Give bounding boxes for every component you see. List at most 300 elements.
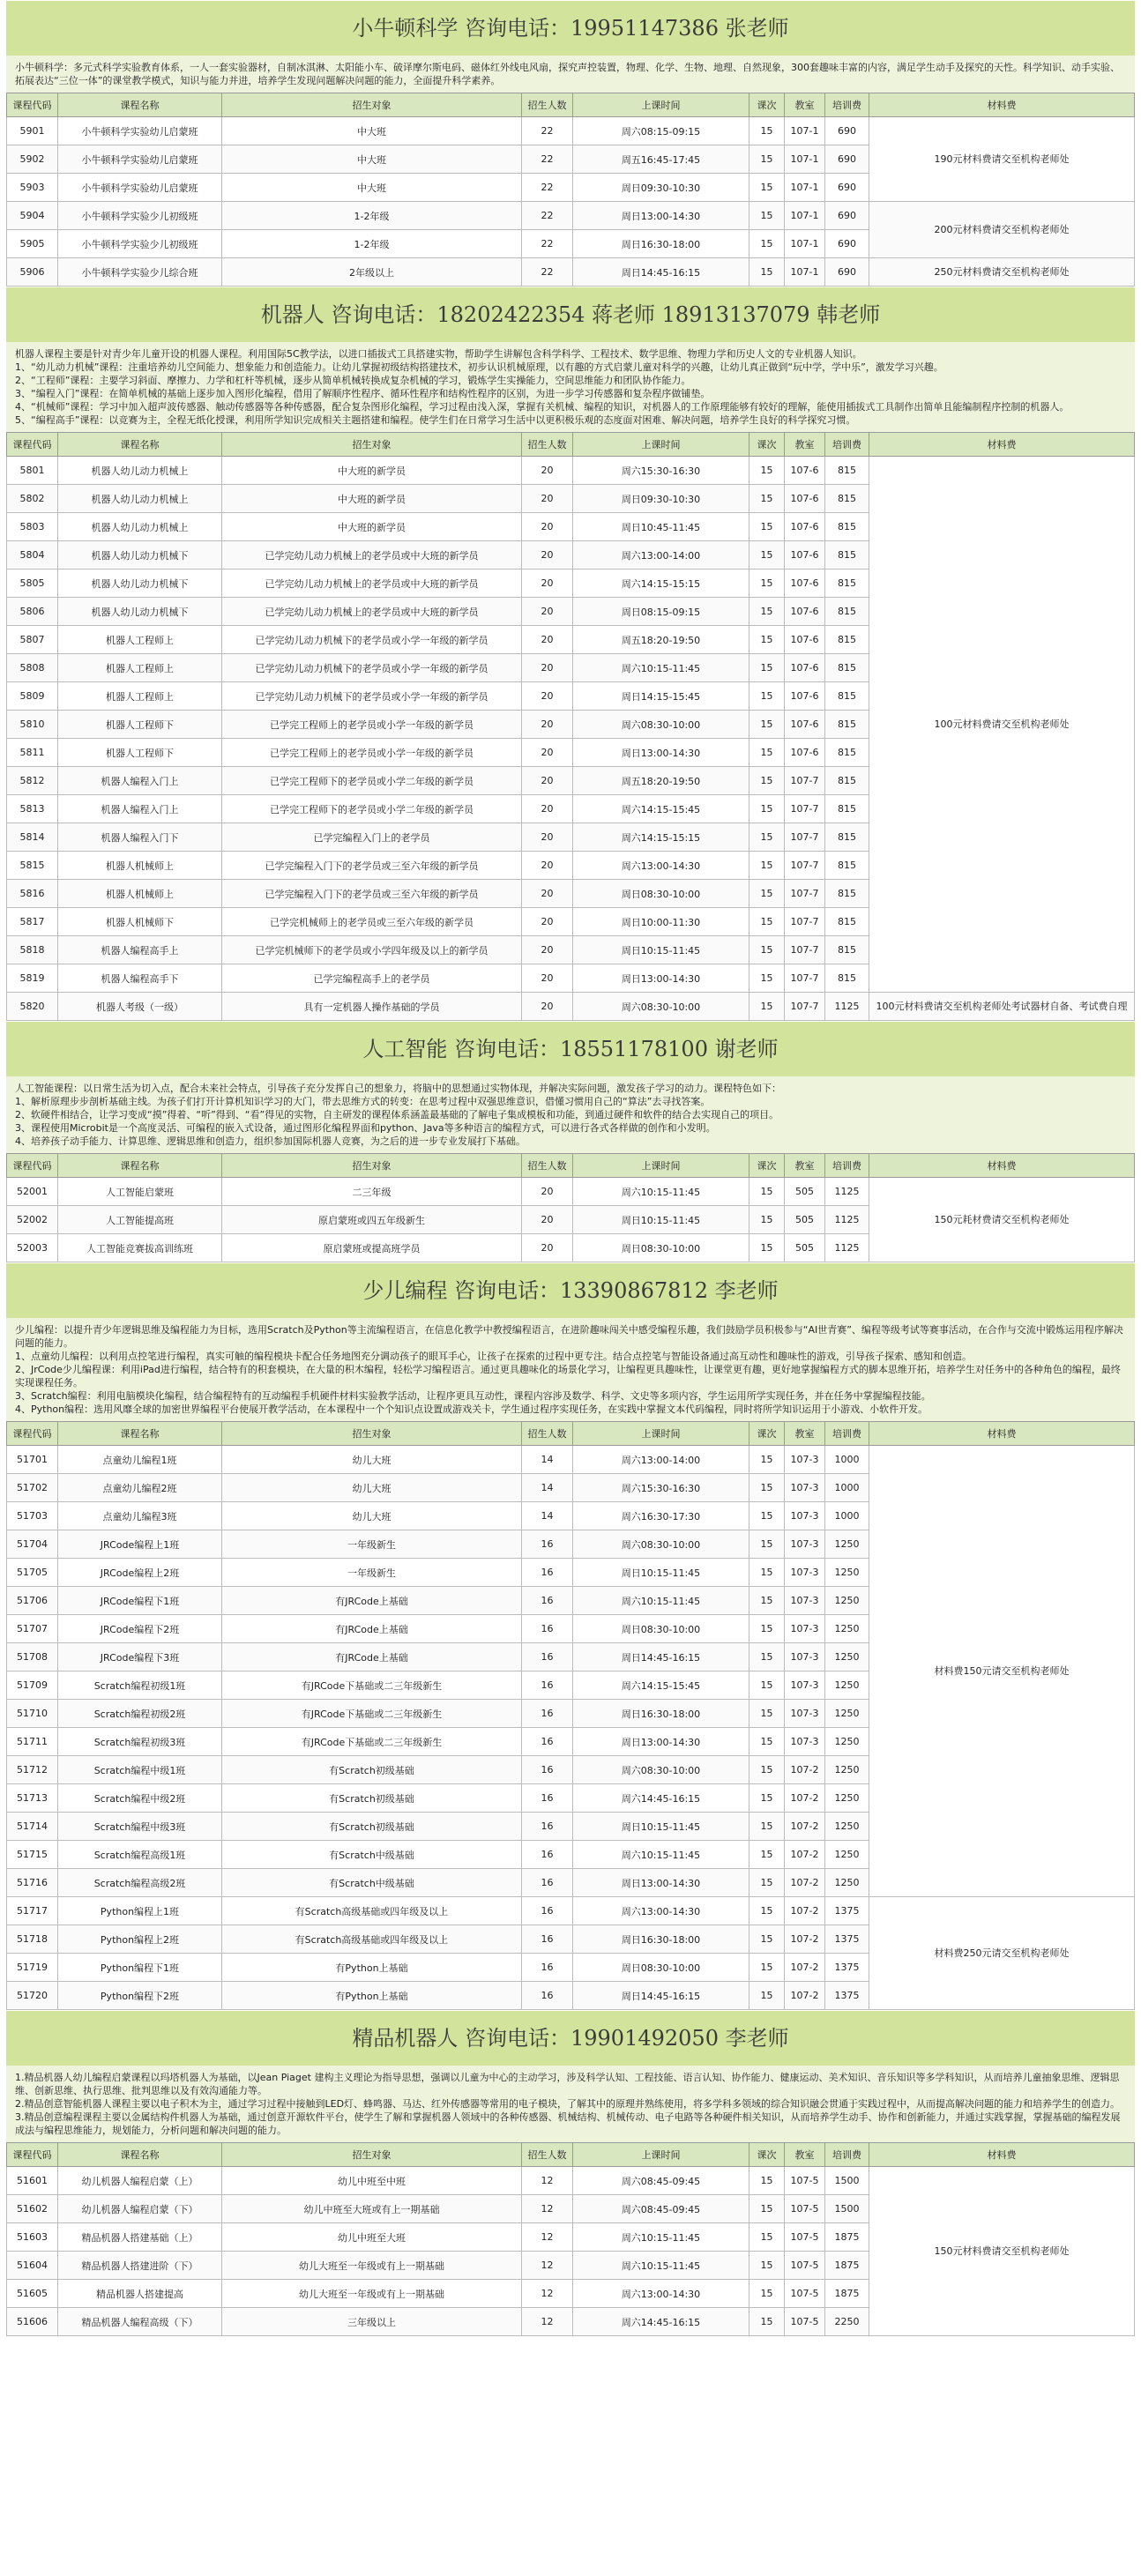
- table-cell: 20: [522, 654, 573, 682]
- table-cell: 周日10:15-11:45: [573, 1206, 749, 1234]
- table-cell: 中大班: [222, 117, 522, 145]
- table-cell: 已学完编程入门上的老学员: [222, 823, 522, 852]
- table-cell: 107-5: [785, 2280, 825, 2308]
- table-cell: 107-7: [785, 964, 825, 993]
- table-cell: 14: [522, 1502, 573, 1530]
- table-cell: 中大班的新学员: [222, 513, 522, 541]
- table-cell: 15: [749, 457, 785, 485]
- course-table: [6, 1421, 1135, 2010]
- table-cell: 机器人工程师上: [58, 654, 222, 682]
- table-cell: 已学完工程师下的老学员或小学二年级的新学员: [222, 767, 522, 795]
- table-cell: 有Scratch初级基础: [222, 1813, 522, 1841]
- table-cell: 已学完幼儿动力机械上的老学员或中大班的新学员: [222, 541, 522, 570]
- table-cell: 1250: [825, 1615, 869, 1643]
- table-cell: 15: [749, 1502, 785, 1530]
- table-cell: 15: [749, 1474, 785, 1502]
- table-cell: 15: [749, 908, 785, 936]
- table-cell: 15: [749, 823, 785, 852]
- table-cell: 5803: [7, 513, 58, 541]
- table-cell: 107-5: [785, 2167, 825, 2195]
- table-cell: JRCode编程下1班: [58, 1587, 222, 1615]
- table-cell: JRCode编程上2班: [58, 1559, 222, 1587]
- table-cell: Scratch编程中级1班: [58, 1756, 222, 1784]
- table-cell: 已学完幼儿动力机械下的老学员或小学一年级的新学员: [222, 682, 522, 711]
- table-cell: 20: [522, 541, 573, 570]
- table-cell: 机器人编程入门下: [58, 823, 222, 852]
- table-cell: 20: [522, 1206, 573, 1234]
- table-cell: 815: [825, 682, 869, 711]
- table-cell: 周六10:15-11:45: [573, 1178, 749, 1206]
- table-cell: Scratch编程初级3班: [58, 1728, 222, 1756]
- table-cell: 15: [749, 2195, 785, 2223]
- table-cell: 16: [522, 1728, 573, 1756]
- table-cell: 1000: [825, 1474, 869, 1502]
- table-cell: 一年级新生: [222, 1559, 522, 1587]
- table-cell: 机器人幼儿动力机械上: [58, 485, 222, 513]
- table-cell: 2250: [825, 2308, 869, 2336]
- table-cell: 16: [522, 1615, 573, 1643]
- column-header: 教室: [785, 93, 825, 117]
- table-cell: 815: [825, 570, 869, 598]
- column-header: 上课时间: [573, 93, 749, 117]
- section-intro: 小牛顿科学：多元式科学实验教育体系，一人一套实验器材，自制冰淇淋、太阳能小车、破译摩尔斯电码、磁体红外线电风扇，探究声控装置，物理、化学、生物、地理、自然现象，300套趣味丰富的内容，满足学生动手及探究的天性。科学知识、动手实验、拓展表达“三位一体”的课堂教学模式，知识与能力并进，培养学生发现问题解决问题的能力，全面提升科学素养。: [6, 56, 1135, 93]
- table-cell: 机器人工程师下: [58, 711, 222, 739]
- material-fee-cell: 150元材料费请交至机构老师处: [869, 2167, 1135, 2336]
- material-fee-cell: 190元材料费请交至机构老师处: [869, 117, 1135, 202]
- table-cell: 三年级以上: [222, 2308, 522, 2336]
- table-cell: JRCode编程上1班: [58, 1530, 222, 1559]
- table-cell: 505: [785, 1178, 825, 1206]
- table-cell: 周日08:30-10:00: [573, 1615, 749, 1643]
- table-cell: 15: [749, 1178, 785, 1206]
- table-cell: 周日14:45-16:15: [573, 1643, 749, 1671]
- table-cell: 16: [522, 1671, 573, 1700]
- table-cell: 周日13:00-14:30: [573, 964, 749, 993]
- table-cell: 15: [749, 1841, 785, 1869]
- column-header: 培训费: [825, 2143, 869, 2167]
- table-cell: 幼儿大班至一年级或有上一期基础: [222, 2280, 522, 2308]
- table-cell: 20: [522, 1234, 573, 1262]
- table-row: [7, 1446, 1135, 1474]
- column-header: 材料费: [869, 1154, 1135, 1178]
- column-header: 招生人数: [522, 1154, 573, 1178]
- table-cell: 15: [749, 145, 785, 174]
- table-cell: 机器人幼儿动力机械下: [58, 598, 222, 626]
- table-cell: 1375: [825, 1897, 869, 1925]
- table-cell: 815: [825, 964, 869, 993]
- table-cell: 1375: [825, 1982, 869, 2010]
- table-cell: 107-3: [785, 1559, 825, 1587]
- table-cell: 1250: [825, 1700, 869, 1728]
- column-header: 课程代码: [7, 93, 58, 117]
- table-cell: 16: [522, 1925, 573, 1954]
- column-header: 课次: [749, 93, 785, 117]
- table-cell: 16: [522, 1700, 573, 1728]
- column-header: 招生人数: [522, 2143, 573, 2167]
- table-cell: 周六13:00-14:00: [573, 1446, 749, 1474]
- table-cell: 精品机器人搭建基础（上）: [58, 2223, 222, 2252]
- table-cell: 周六10:15-11:45: [573, 654, 749, 682]
- table-cell: 1125: [825, 1234, 869, 1262]
- column-header: 课程名称: [58, 2143, 222, 2167]
- table-cell: 周日10:45-11:45: [573, 513, 749, 541]
- table-cell: 51716: [7, 1869, 58, 1897]
- table-cell: 15: [749, 1643, 785, 1671]
- material-fee-cell: 250元材料费请交至机构老师处: [869, 258, 1135, 287]
- table-cell: 20: [522, 739, 573, 767]
- table-cell: 107-3: [785, 1530, 825, 1559]
- table-cell: 16: [522, 1756, 573, 1784]
- table-cell: 精品机器人搭建提高: [58, 2280, 222, 2308]
- column-header: 培训费: [825, 93, 869, 117]
- table-cell: 815: [825, 880, 869, 908]
- table-cell: 107-7: [785, 823, 825, 852]
- table-cell: 1250: [825, 1784, 869, 1813]
- table-cell: 51717: [7, 1897, 58, 1925]
- table-cell: 505: [785, 1234, 825, 1262]
- table-cell: 107-7: [785, 936, 825, 964]
- table-cell: 机器人编程高手下: [58, 964, 222, 993]
- table-cell: 20: [522, 880, 573, 908]
- table-cell: 周六13:00-14:30: [573, 852, 749, 880]
- table-cell: 16: [522, 1559, 573, 1587]
- table-cell: 1500: [825, 2167, 869, 2195]
- table-cell: 5817: [7, 908, 58, 936]
- table-cell: 22: [522, 117, 573, 145]
- table-cell: 幼儿大班: [222, 1502, 522, 1530]
- table-cell: 点童幼儿编程1班: [58, 1446, 222, 1474]
- table-cell: 15: [749, 485, 785, 513]
- table-cell: Python编程上2班: [58, 1925, 222, 1954]
- table-cell: 周六13:00-14:30: [573, 2280, 749, 2308]
- table-cell: 人工智能提高班: [58, 1206, 222, 1234]
- column-header: 上课时间: [573, 2143, 749, 2167]
- table-cell: 107-2: [785, 1954, 825, 1982]
- table-cell: 690: [825, 145, 869, 174]
- table-cell: 51705: [7, 1559, 58, 1587]
- table-cell: 有Scratch中级基础: [222, 1869, 522, 1897]
- table-cell: 周五16:45-17:45: [573, 145, 749, 174]
- table-cell: 周六15:30-16:30: [573, 1474, 749, 1502]
- table-cell: 690: [825, 258, 869, 287]
- table-cell: 51704: [7, 1530, 58, 1559]
- table-cell: Python编程下2班: [58, 1982, 222, 2010]
- column-header: 课程代码: [7, 2143, 58, 2167]
- table-cell: 1250: [825, 1671, 869, 1700]
- table-row: [7, 457, 1135, 485]
- table-cell: 原启蒙班或四五年级新生: [222, 1206, 522, 1234]
- table-cell: 5812: [7, 767, 58, 795]
- table-cell: 15: [749, 1234, 785, 1262]
- column-header: 课程名称: [58, 93, 222, 117]
- table-cell: 22: [522, 258, 573, 287]
- table-cell: 15: [749, 654, 785, 682]
- column-header: 课程名称: [58, 1154, 222, 1178]
- table-cell: 周六10:15-11:45: [573, 2252, 749, 2280]
- table-cell: 1125: [825, 993, 869, 1021]
- table-cell: 5811: [7, 739, 58, 767]
- table-cell: 12: [522, 2223, 573, 2252]
- table-cell: 107-6: [785, 626, 825, 654]
- table-cell: 小牛顿科学实验少儿初级班: [58, 202, 222, 230]
- table-cell: 107-2: [785, 1982, 825, 2010]
- table-cell: 14: [522, 1446, 573, 1474]
- course-section: [6, 287, 1135, 1021]
- table-cell: Scratch编程初级1班: [58, 1671, 222, 1700]
- table-cell: 周日16:30-18:00: [573, 1925, 749, 1954]
- table-cell: 51710: [7, 1700, 58, 1728]
- table-cell: 5820: [7, 993, 58, 1021]
- table-cell: 周日10:15-11:45: [573, 1559, 749, 1587]
- table-cell: 周日10:15-11:45: [573, 1813, 749, 1841]
- table-cell: 22: [522, 230, 573, 258]
- table-cell: 107-3: [785, 1671, 825, 1700]
- column-header: 课程名称: [58, 433, 222, 457]
- table-cell: 15: [749, 795, 785, 823]
- table-cell: 20: [522, 1178, 573, 1206]
- table-cell: 周日10:00-11:30: [573, 908, 749, 936]
- table-cell: 小牛顿科学实验少儿综合班: [58, 258, 222, 287]
- table-cell: 5818: [7, 936, 58, 964]
- table-cell: 815: [825, 795, 869, 823]
- table-cell: 22: [522, 202, 573, 230]
- table-cell: Scratch编程中级2班: [58, 1784, 222, 1813]
- table-cell: 20: [522, 457, 573, 485]
- table-cell: 20: [522, 936, 573, 964]
- table-cell: 周六10:15-11:45: [573, 1587, 749, 1615]
- table-cell: 815: [825, 485, 869, 513]
- table-cell: 815: [825, 823, 869, 852]
- table-cell: 周日08:15-09:15: [573, 598, 749, 626]
- table-cell: 20: [522, 513, 573, 541]
- table-cell: 15: [749, 2308, 785, 2336]
- table-cell: 15: [749, 1587, 785, 1615]
- course-table: [6, 93, 1135, 287]
- table-cell: 1250: [825, 1813, 869, 1841]
- table-cell: 15: [749, 1813, 785, 1841]
- table-cell: 周日16:30-18:00: [573, 1700, 749, 1728]
- table-cell: 5807: [7, 626, 58, 654]
- column-header: 培训费: [825, 433, 869, 457]
- table-cell: 周五18:20-19:50: [573, 626, 749, 654]
- table-cell: 15: [749, 202, 785, 230]
- table-cell: Python编程下1班: [58, 1954, 222, 1982]
- table-cell: 精品机器人编程高级（下）: [58, 2308, 222, 2336]
- table-cell: 51606: [7, 2308, 58, 2336]
- table-cell: 815: [825, 654, 869, 682]
- table-cell: 107-3: [785, 1700, 825, 1728]
- table-cell: 幼儿大班: [222, 1446, 522, 1474]
- table-cell: 15: [749, 1784, 785, 1813]
- table-cell: 1-2年级: [222, 230, 522, 258]
- table-cell: 51708: [7, 1643, 58, 1671]
- table-cell: 815: [825, 936, 869, 964]
- table-cell: 1250: [825, 1841, 869, 1869]
- table-cell: 1250: [825, 1530, 869, 1559]
- course-section: [6, 1021, 1135, 1262]
- table-cell: 已学完工程师上的老学员或小学一年级的新学员: [222, 711, 522, 739]
- table-cell: 有Scratch初级基础: [222, 1756, 522, 1784]
- table-cell: 周六08:45-09:45: [573, 2195, 749, 2223]
- table-cell: 107-1: [785, 174, 825, 202]
- table-cell: 690: [825, 230, 869, 258]
- table-cell: 5810: [7, 711, 58, 739]
- table-cell: 15: [749, 230, 785, 258]
- table-cell: 12: [522, 2167, 573, 2195]
- table-cell: 16: [522, 1643, 573, 1671]
- table-cell: 107-1: [785, 117, 825, 145]
- table-cell: 20: [522, 682, 573, 711]
- table-row: [7, 2167, 1135, 2195]
- column-header: 材料费: [869, 93, 1135, 117]
- table-cell: 15: [749, 1671, 785, 1700]
- table-cell: 16: [522, 1869, 573, 1897]
- column-header: 材料费: [869, 1422, 1135, 1446]
- table-cell: 51702: [7, 1474, 58, 1502]
- table-cell: 15: [749, 541, 785, 570]
- table-cell: 12: [522, 2308, 573, 2336]
- table-cell: 中大班: [222, 174, 522, 202]
- table-cell: 107-7: [785, 795, 825, 823]
- table-cell: 107-2: [785, 1841, 825, 1869]
- table-cell: 1500: [825, 2195, 869, 2223]
- section-title: 机器人 咨询电话：18202422354 蒋老师 18913137079 韩老师: [6, 287, 1135, 342]
- column-header: 课次: [749, 2143, 785, 2167]
- table-cell: 107-6: [785, 654, 825, 682]
- material-fee-cell: 材料费150元请交至机构老师处: [869, 1446, 1135, 1897]
- table-cell: 5806: [7, 598, 58, 626]
- table-cell: 20: [522, 570, 573, 598]
- table-row: [7, 117, 1135, 145]
- table-cell: 107-2: [785, 1756, 825, 1784]
- table-cell: 1875: [825, 2280, 869, 2308]
- table-cell: 107-5: [785, 2308, 825, 2336]
- table-cell: 15: [749, 598, 785, 626]
- table-cell: 幼儿中班至大班: [222, 2223, 522, 2252]
- table-cell: 815: [825, 739, 869, 767]
- table-cell: 1125: [825, 1178, 869, 1206]
- table-cell: 107-3: [785, 1615, 825, 1643]
- column-header: 培训费: [825, 1154, 869, 1178]
- column-header: 招生人数: [522, 433, 573, 457]
- table-cell: 机器人编程入门上: [58, 767, 222, 795]
- table-cell: 周日13:00-14:30: [573, 202, 749, 230]
- course-section: [6, 1262, 1135, 2010]
- column-header: 教室: [785, 433, 825, 457]
- table-cell: 机器人幼儿动力机械上: [58, 513, 222, 541]
- table-cell: 51703: [7, 1502, 58, 1530]
- table-cell: 20: [522, 598, 573, 626]
- table-cell: 1250: [825, 1728, 869, 1756]
- table-cell: 15: [749, 1982, 785, 2010]
- table-cell: 5903: [7, 174, 58, 202]
- table-cell: 20: [522, 795, 573, 823]
- table-cell: 52001: [7, 1178, 58, 1206]
- table-cell: JRCode编程下2班: [58, 1615, 222, 1643]
- table-cell: 周日08:30-10:00: [573, 1954, 749, 1982]
- table-cell: 周六14:15-15:15: [573, 570, 749, 598]
- column-header: 课程代码: [7, 1154, 58, 1178]
- table-cell: 周六14:15-15:15: [573, 823, 749, 852]
- table-cell: 1250: [825, 1587, 869, 1615]
- table-cell: 16: [522, 1982, 573, 2010]
- column-header: 招生对象: [222, 1422, 522, 1446]
- section-intro: 少儿编程：以提升青少年逻辑思维及编程能力为目标，选用Scratch及Python等主流编程语言，在信息化教学中教授编程语言，在进阶趣味闯关中感受编程乐趣，我们鼓励学员积极参与“AI世青赛”、编程等级考试等赛事活动，在合作与交流中锻炼运用程序解决问题的能力。 1、点童幼儿编程：以利用点控笔进行编程，真实可触的编程模块卡配合任务地图充分调动孩子的眼耳手心，让孩子在探索的过程中更专注。结合点控笔与智能设备通过高互动性和趣味性的游戏，引导孩子探索、感知和创造。 2、JrCode少儿编程课：利用iPad进行编程，结合特有的积套模块，在大量的积木编程，轻松学习编程语言。通过更具趣味化的场景化学习，让编程更具趣味性，让课堂更有趣，更好地掌握编程方式的脚本思维开拓，培养学生对任务中的各种角色的编程，最终实现课程任务。 3、Scratch编程：利用电脑模块化编程，结合编程特有的互动编程手机硬件材料实验教学活动，让程序更具互动性，课程内容涉及数学、科学、文史等多项内容，学生运用所学实现任务，并在任务中掌握编程技能。 4、Python编程：选用风靡全球的加密世界编程平台使展开教学活动，在本课程中一个个知识点设置成游戏关卡，学生通过程序实现任务，在实践中掌握文本代码编程，同时将所学知识运用于小游戏、小软件开发。: [6, 1318, 1135, 1421]
- table-cell: 已学完工程师下的老学员或小学二年级的新学员: [222, 795, 522, 823]
- table-cell: 20: [522, 908, 573, 936]
- table-cell: 1250: [825, 1643, 869, 1671]
- table-cell: 精品机器人搭建进阶（下）: [58, 2252, 222, 2280]
- table-cell: 20: [522, 993, 573, 1021]
- table-cell: 15: [749, 1615, 785, 1643]
- table-cell: 周六08:30-10:00: [573, 1530, 749, 1559]
- table-cell: 有Python上基础: [222, 1982, 522, 2010]
- table-cell: JRCode编程下3班: [58, 1643, 222, 1671]
- table-cell: 机器人工程师上: [58, 682, 222, 711]
- table-cell: 5808: [7, 654, 58, 682]
- table-cell: 20: [522, 852, 573, 880]
- table-cell: 16: [522, 1954, 573, 1982]
- table-cell: 51603: [7, 2223, 58, 2252]
- table-cell: 有JRCode下基础或二三年级新生: [222, 1728, 522, 1756]
- column-header: 上课时间: [573, 433, 749, 457]
- table-cell: 1375: [825, 1954, 869, 1982]
- table-cell: 周六14:45-16:15: [573, 1784, 749, 1813]
- table-cell: 小牛顿科学实验幼儿启蒙班: [58, 117, 222, 145]
- column-header: 材料费: [869, 433, 1135, 457]
- table-cell: 15: [749, 626, 785, 654]
- table-cell: 12: [522, 2195, 573, 2223]
- table-cell: 一年级新生: [222, 1530, 522, 1559]
- section-intro: 1.精品机器人幼儿编程启蒙课程以玛塔机器人为基础，以Jean Piaget 建构主义理论为指导思想，强调以儿童为中心的主动学习，涉及科学认知、工程技能、语言认知、协作能力、健康运动、美术知识、音乐知识等多学科知识，从而培养儿童抽象思维、逻辑思维、创新思维、执行思维、批判思维以及有效沟通能力等。 2.精品创意智能机器人课程主要以电子积木为主，通过学习过程中接触到LED灯、蜂鸣器、马达、红外传感器等常用的电子模块，了解其中的原理并熟练使用，将多学科多领域的综合知识融会贯通于实践过程中，从而提高解决问题的能力和培养学生的创造力。 3.精品创意编程课程主要以金属结构件机器人为基础，通过创意开源软件平台，使学生了解和掌握机器人领域中的各种传感器、机械结构、机械传动、电子电路等各种硬件相关知识，从而培养学生动手、协作和创新能力，并通过实践掌握，掌握基础的编程发展成法与编程思维能力，规划能力，分析问题和解决问题的能力。: [6, 2066, 1135, 2142]
- table-cell: 16: [522, 1841, 573, 1869]
- table-cell: 周日16:30-18:00: [573, 230, 749, 258]
- table-cell: 107-6: [785, 457, 825, 485]
- table-cell: 已学完幼儿动力机械下的老学员或小学一年级的新学员: [222, 626, 522, 654]
- table-cell: 107-2: [785, 1813, 825, 1841]
- table-cell: 815: [825, 908, 869, 936]
- table-cell: 周六16:30-17:30: [573, 1502, 749, 1530]
- column-header: 课次: [749, 433, 785, 457]
- table-cell: 幼儿大班: [222, 1474, 522, 1502]
- table-cell: 有JRCode上基础: [222, 1643, 522, 1671]
- column-header: 招生人数: [522, 93, 573, 117]
- table-cell: 5905: [7, 230, 58, 258]
- table-cell: 1250: [825, 1756, 869, 1784]
- table-cell: 机器人编程入门上: [58, 795, 222, 823]
- course-table: [6, 432, 1135, 1021]
- table-cell: 107-6: [785, 711, 825, 739]
- table-cell: 已学完编程入门下的老学员或三至六年级的新学员: [222, 852, 522, 880]
- table-cell: 16: [522, 1897, 573, 1925]
- table-cell: 505: [785, 1206, 825, 1234]
- table-cell: 周六14:15-15:45: [573, 1671, 749, 1700]
- table-cell: 有JRCode下基础或二三年级新生: [222, 1700, 522, 1728]
- table-cell: 51719: [7, 1954, 58, 1982]
- table-cell: 815: [825, 513, 869, 541]
- table-cell: 周六14:45-16:15: [573, 2308, 749, 2336]
- course-table: [6, 2142, 1135, 2336]
- table-cell: 16: [522, 1813, 573, 1841]
- table-row: [7, 1897, 1135, 1925]
- table-cell: 815: [825, 711, 869, 739]
- table-cell: 107-3: [785, 1502, 825, 1530]
- table-cell: 机器人幼儿动力机械下: [58, 541, 222, 570]
- table-cell: Scratch编程初级2班: [58, 1700, 222, 1728]
- table-cell: 51604: [7, 2252, 58, 2280]
- table-cell: 点童幼儿编程2班: [58, 1474, 222, 1502]
- table-cell: 20: [522, 767, 573, 795]
